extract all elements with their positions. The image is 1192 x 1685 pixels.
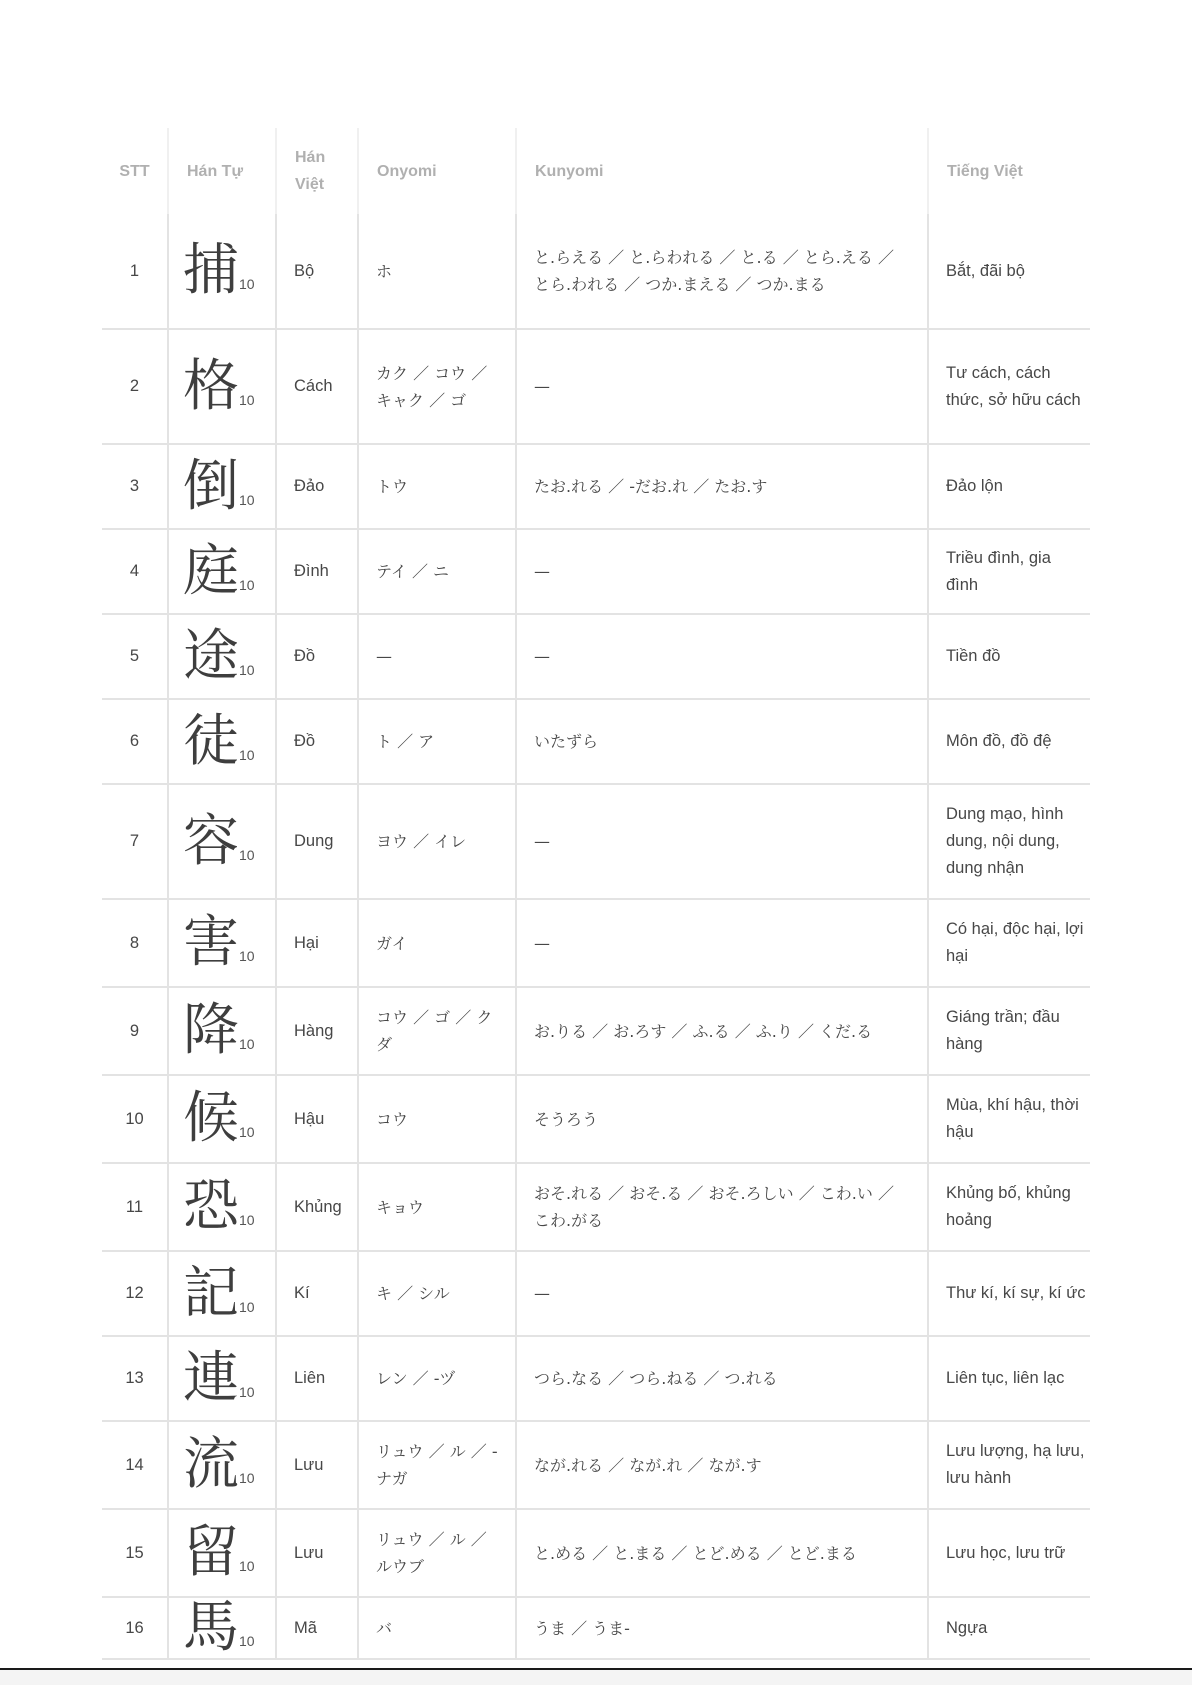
han-viet-cell: Lưu — [276, 1509, 358, 1597]
table-row — [102, 1336, 1090, 1421]
row-number: 14 — [102, 1421, 168, 1509]
table-row — [102, 1509, 1090, 1597]
onyomi-cell: — — [358, 614, 516, 699]
kanji-cell — [168, 444, 276, 529]
onyomi-cell: コウ ／ ゴ ／ クダ — [358, 987, 516, 1075]
onyomi-cell: キョウ — [358, 1163, 516, 1251]
row-number: 4 — [102, 529, 168, 614]
kanji-character: 格 — [183, 353, 239, 419]
table-row — [102, 529, 1090, 614]
stroke-count: 10 — [239, 1124, 255, 1140]
kunyomi-cell: — — [516, 529, 928, 614]
kanji-cell — [168, 899, 276, 987]
kanji-character: 留 — [183, 1520, 239, 1585]
tieng-viet-cell: Liên tục, liên lạc — [928, 1336, 1090, 1421]
tieng-viet-cell: Khủng bố, khủng hoảng — [928, 1163, 1090, 1251]
han-viet-cell: Mã — [276, 1597, 358, 1659]
onyomi-cell: レン ／ -ヅ — [358, 1336, 516, 1421]
header-stt: STT — [102, 128, 168, 214]
row-number: 11 — [102, 1163, 168, 1251]
stroke-count: 10 — [239, 746, 255, 763]
header-kunyomi: Kunyomi — [516, 128, 928, 214]
table-row — [102, 1251, 1090, 1336]
stroke-count: 10 — [239, 1383, 255, 1400]
kanji-character: 徒 — [183, 708, 239, 774]
onyomi-cell: リュウ ／ ル ／ -ナガ — [358, 1421, 516, 1509]
table-row — [102, 214, 1090, 329]
row-number: 7 — [102, 784, 168, 899]
kanji-cell — [168, 329, 276, 444]
kunyomi-cell: — — [516, 899, 928, 987]
han-viet-cell: Kí — [276, 1251, 358, 1336]
kanji-character: 馬 — [183, 1595, 239, 1660]
tieng-viet-cell: Tiền đồ — [928, 614, 1090, 699]
kunyomi-cell: なが.れる ／ なが.れ ／ なが.す — [516, 1421, 928, 1509]
kunyomi-cell: うま ／ うま- — [516, 1597, 928, 1659]
kunyomi-cell: おそ.れる ／ おそ.る ／ おそ.ろしい ／ こわ.い ／ こわ.がる — [516, 1163, 928, 1251]
kanji-cell — [168, 1251, 276, 1336]
kunyomi-cell: つら.なる ／ つら.ねる ／ つ.れる — [516, 1336, 928, 1421]
row-number: 12 — [102, 1251, 168, 1336]
onyomi-cell: キ ／ シル — [358, 1251, 516, 1336]
row-number: 10 — [102, 1075, 168, 1163]
tieng-viet-cell: Lưu lượng, hạ lưu, lưu hành — [928, 1421, 1090, 1509]
stroke-count: 10 — [239, 391, 255, 408]
kanji-character: 恐 — [183, 1174, 239, 1239]
stroke-count: 10 — [239, 1036, 255, 1052]
row-number: 13 — [102, 1336, 168, 1421]
kunyomi-cell: — — [516, 784, 928, 899]
stroke-count: 10 — [239, 491, 255, 508]
row-number: 15 — [102, 1509, 168, 1597]
stroke-count: 10 — [239, 1470, 255, 1486]
tieng-viet-cell: Triều đình, gia đình — [928, 529, 1090, 614]
han-viet-cell: Dung — [276, 784, 358, 899]
table-row — [102, 1597, 1090, 1659]
han-viet-cell: Hậu — [276, 1075, 358, 1163]
kanji-character: 倒 — [183, 453, 239, 519]
table-row — [102, 899, 1090, 987]
han-viet-cell: Đình — [276, 529, 358, 614]
han-viet-cell: Đồ — [276, 699, 358, 784]
han-viet-cell: Đồ — [276, 614, 358, 699]
tieng-viet-cell: Mùa, khí hậu, thời hậu — [928, 1075, 1090, 1163]
kanji-character: 連 — [183, 1345, 239, 1411]
kunyomi-cell: そうろう — [516, 1075, 928, 1163]
kanji-character: 降 — [183, 998, 239, 1063]
tieng-viet-cell: Thư kí, kí sự, kí ức — [928, 1251, 1090, 1336]
kanji-table — [102, 128, 1090, 1660]
kanji-cell — [168, 529, 276, 614]
stroke-count: 10 — [239, 1633, 255, 1649]
onyomi-cell: カク ／ コウ ／ キャク ／ ゴ — [358, 329, 516, 444]
tieng-viet-cell: Môn đồ, đồ đệ — [928, 699, 1090, 784]
table-row — [102, 987, 1090, 1075]
kanji-character: 捕 — [183, 238, 239, 303]
header-han-viet: Hán Việt — [276, 128, 358, 214]
table-row — [102, 1421, 1090, 1509]
row-number: 1 — [102, 214, 168, 329]
han-viet-cell: Bộ — [276, 214, 358, 329]
kunyomi-cell: と.める ／ と.まる ／ とど.める ／ とど.まる — [516, 1509, 928, 1597]
row-number: 2 — [102, 329, 168, 444]
tieng-viet-cell: Dung mạo, hình dung, nội dung, dung nhận — [928, 784, 1090, 899]
kanji-character: 候 — [183, 1086, 239, 1151]
kanji-cell — [168, 614, 276, 699]
kanji-table-container — [102, 128, 1090, 1660]
kanji-cell — [168, 1509, 276, 1597]
table-row — [102, 444, 1090, 529]
table-row — [102, 1075, 1090, 1163]
kunyomi-cell: お.りる ／ お.ろす ／ ふ.る ／ ふ.り ／ くだ.る — [516, 987, 928, 1075]
stroke-count: 10 — [239, 576, 255, 593]
onyomi-cell: トウ — [358, 444, 516, 529]
stroke-count: 10 — [239, 276, 255, 292]
tieng-viet-cell: Có hại, độc hại, lợi hại — [928, 899, 1090, 987]
tieng-viet-cell: Giáng trần; đầu hàng — [928, 987, 1090, 1075]
stroke-count: 10 — [239, 661, 255, 678]
onyomi-cell: ガイ — [358, 899, 516, 987]
tieng-viet-cell: Đảo lộn — [928, 444, 1090, 529]
kanji-character: 途 — [183, 623, 239, 689]
table-row — [102, 699, 1090, 784]
tieng-viet-cell: Bắt, đãi bộ — [928, 214, 1090, 329]
row-number: 5 — [102, 614, 168, 699]
row-number: 9 — [102, 987, 168, 1075]
tieng-viet-cell: Ngựa — [928, 1597, 1090, 1659]
kanji-cell — [168, 987, 276, 1075]
row-number: 16 — [102, 1597, 168, 1659]
onyomi-cell: ト ／ ア — [358, 699, 516, 784]
kanji-cell — [168, 214, 276, 329]
kanji-character: 記 — [183, 1260, 239, 1326]
kanji-character: 容 — [183, 808, 239, 874]
onyomi-cell: ヨウ ／ イレ — [358, 784, 516, 899]
han-viet-cell: Lưu — [276, 1421, 358, 1509]
stroke-count: 10 — [239, 1558, 255, 1574]
onyomi-cell: バ — [358, 1597, 516, 1659]
kunyomi-cell: と.らえる ／ と.らわれる ／ と.る ／ とら.える ／ とら.われる ／ つか.まえる ／ つか.まる — [516, 214, 928, 329]
table-row — [102, 784, 1090, 899]
kanji-cell — [168, 1163, 276, 1251]
header-tieng-viet: Tiếng Việt — [947, 162, 1023, 180]
stroke-count: 10 — [239, 1298, 255, 1315]
kunyomi-cell: — — [516, 614, 928, 699]
table-row — [102, 614, 1090, 699]
han-viet-cell: Khủng — [276, 1163, 358, 1251]
han-viet-cell: Hàng — [276, 987, 358, 1075]
kanji-cell — [168, 1336, 276, 1421]
kunyomi-cell: — — [516, 329, 928, 444]
table-row — [102, 1163, 1090, 1251]
kanji-character: 害 — [183, 910, 239, 975]
han-viet-cell: Liên — [276, 1336, 358, 1421]
stroke-count: 10 — [239, 948, 255, 964]
stroke-count: 10 — [239, 846, 255, 863]
page-bottom-bar — [0, 1670, 1192, 1685]
header-onyomi: Onyomi — [358, 128, 516, 214]
kunyomi-cell: いたずら — [516, 699, 928, 784]
tieng-viet-cell: Tư cách, cách thức, sở hữu cách — [928, 329, 1090, 444]
header-han-tu: Hán Tự — [168, 128, 276, 214]
onyomi-cell: コウ — [358, 1075, 516, 1163]
kanji-cell — [168, 699, 276, 784]
row-number: 6 — [102, 699, 168, 784]
onyomi-cell: テイ ／ ニ — [358, 529, 516, 614]
row-number: 8 — [102, 899, 168, 987]
kanji-cell — [168, 1597, 276, 1659]
kunyomi-cell: — — [516, 1251, 928, 1336]
han-viet-cell: Cách — [276, 329, 358, 444]
han-viet-cell: Đảo — [276, 444, 358, 529]
onyomi-cell: リュウ ／ ル ／ ルウブ — [358, 1509, 516, 1597]
table-row — [102, 329, 1090, 444]
row-number: 3 — [102, 444, 168, 529]
kanji-cell — [168, 784, 276, 899]
kanji-character: 流 — [183, 1432, 239, 1497]
tieng-viet-cell: Lưu học, lưu trữ — [928, 1509, 1090, 1597]
kanji-character: 庭 — [183, 538, 239, 604]
kanji-cell — [168, 1421, 276, 1509]
kunyomi-cell: たお.れる ／ -だお.れ ／ たお.す — [516, 444, 928, 529]
stroke-count: 10 — [239, 1212, 255, 1228]
table-header-row — [102, 128, 1090, 214]
kanji-cell — [168, 1075, 276, 1163]
han-viet-cell: Hại — [276, 899, 358, 987]
onyomi-cell: ホ — [358, 214, 516, 329]
